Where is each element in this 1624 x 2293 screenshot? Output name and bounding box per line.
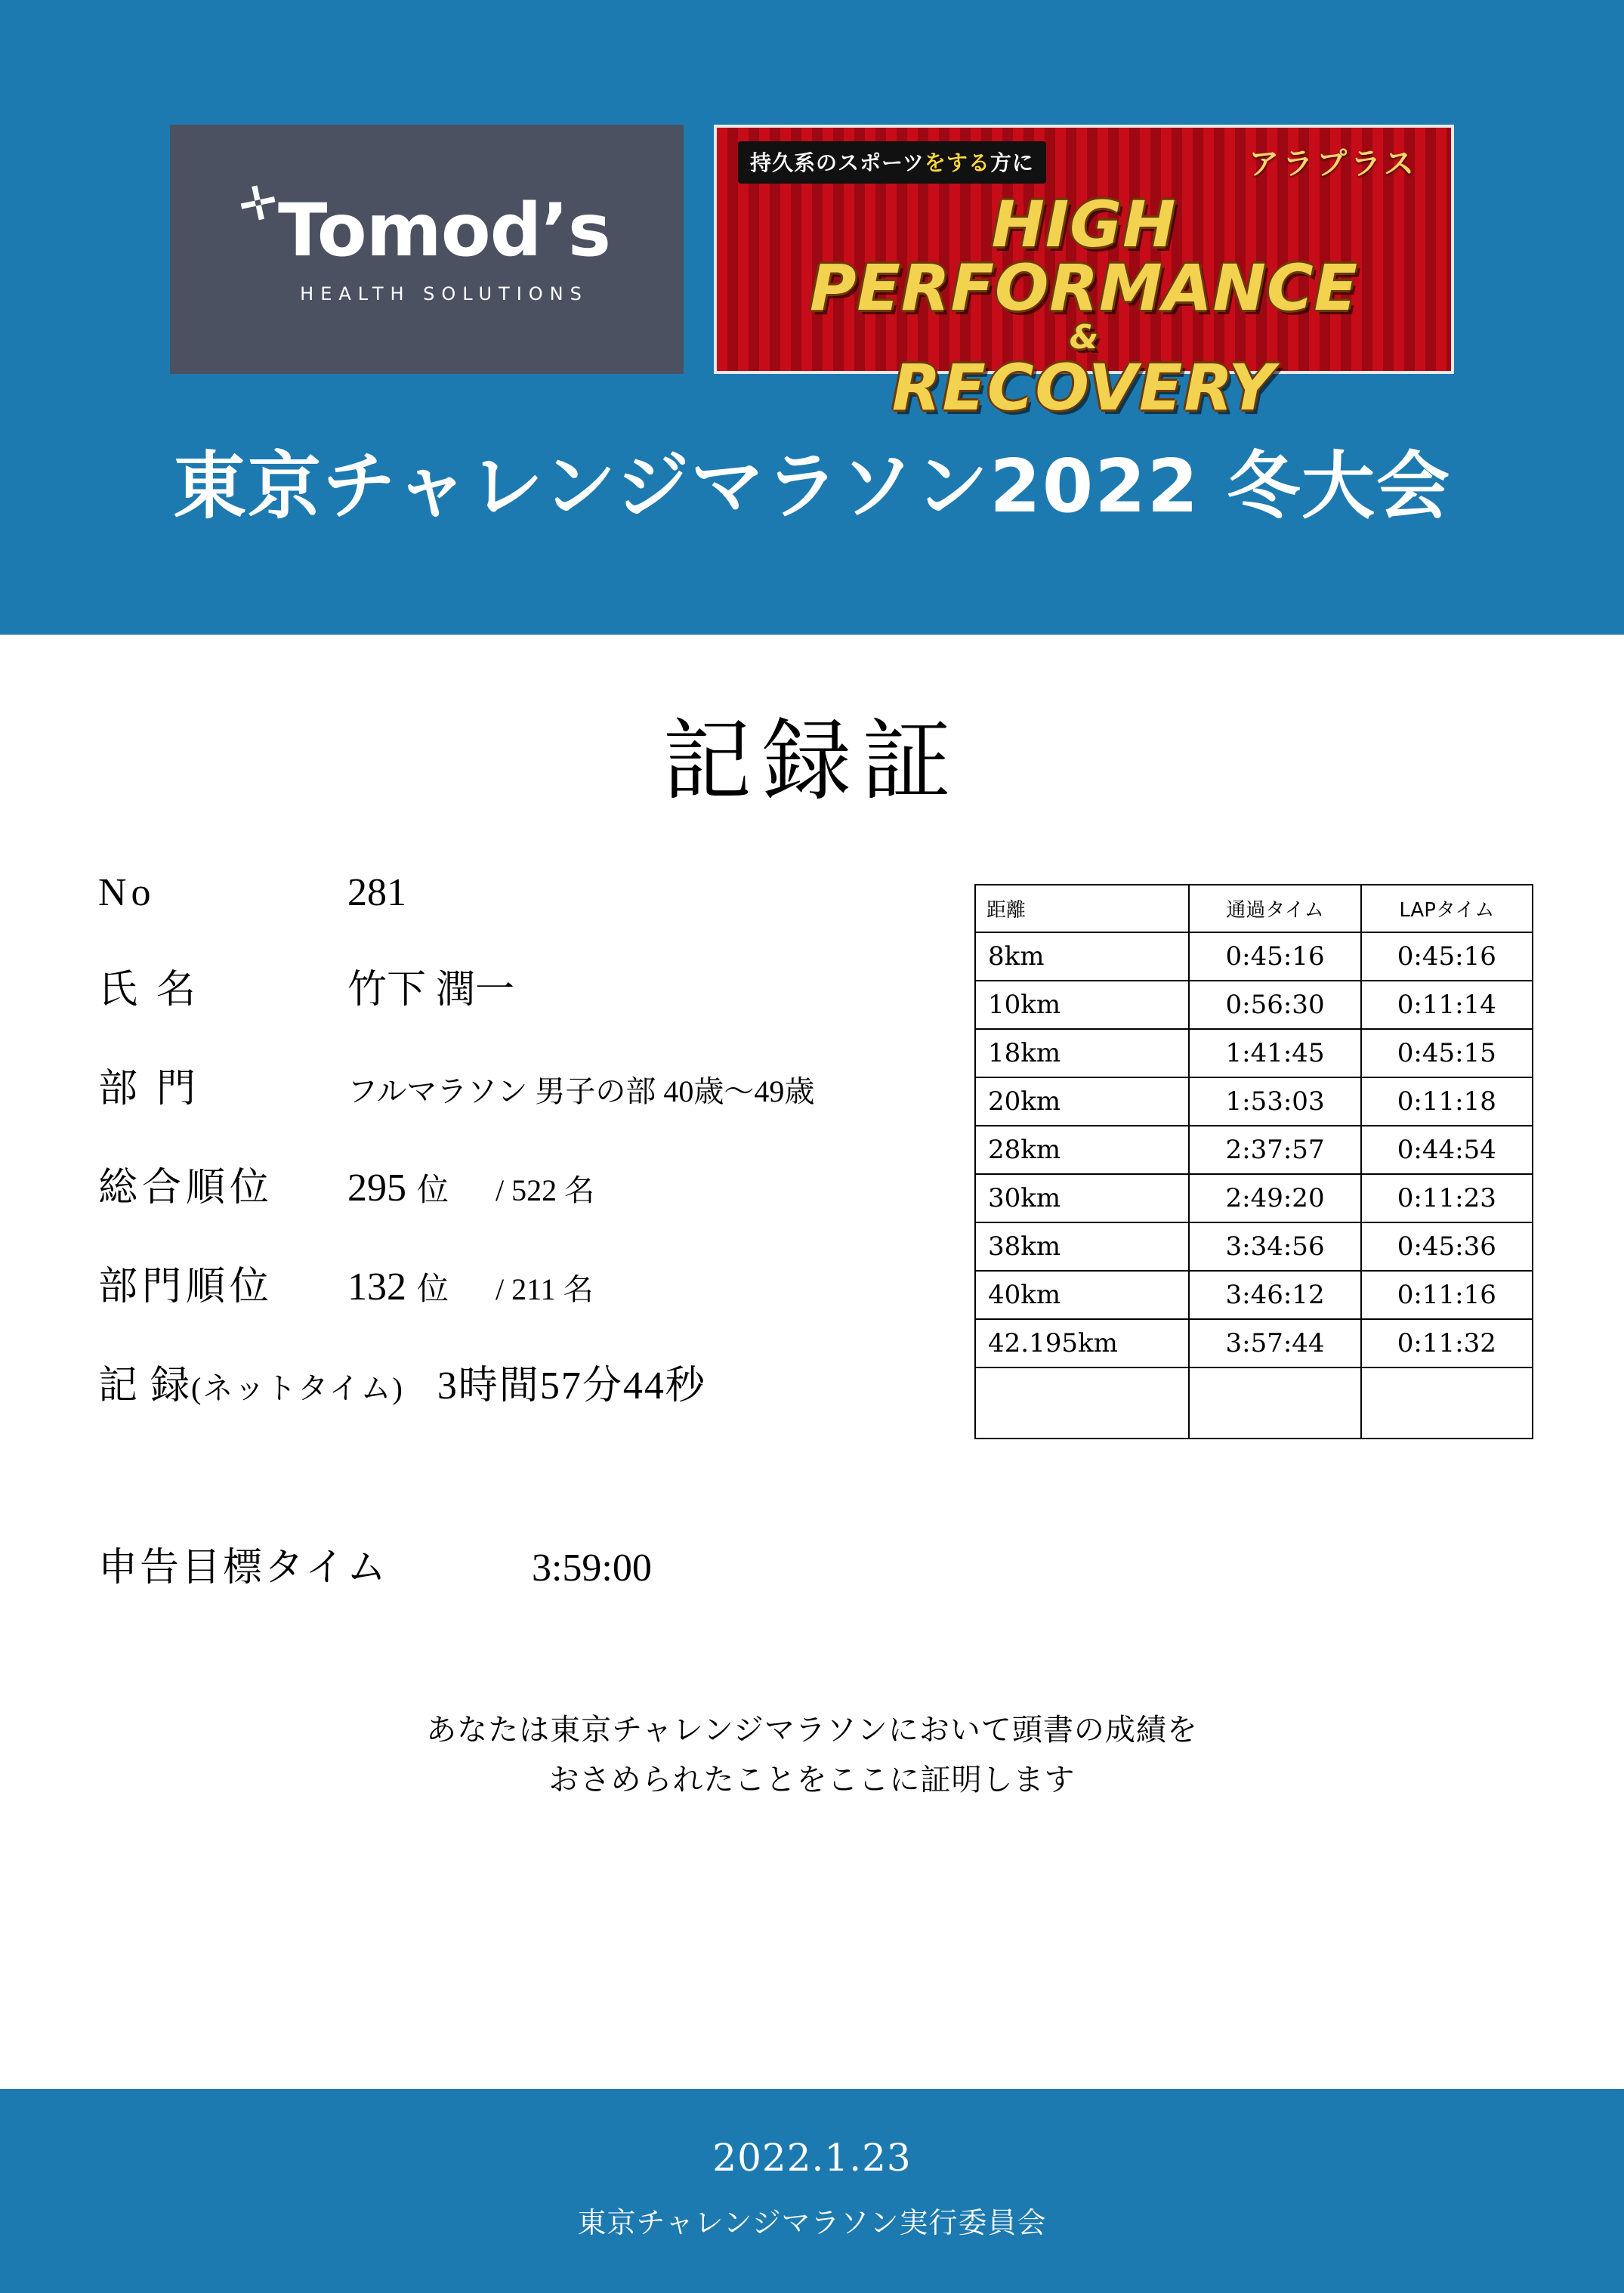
field-category (98, 1056, 952, 1113)
tomods-wordmark-text: Tomod’s (278, 188, 610, 273)
field-goal-time-value: 3:59:00 (531, 1547, 652, 1590)
split-distance: 8km (975, 932, 1189, 981)
split-elapsed: 1:53:03 (1189, 1077, 1360, 1126)
event-title: 東京チャレンジマラソン2022 冬大会 (173, 443, 1451, 529)
field-overall-rank-unit: 位 (417, 1173, 449, 1208)
split-distance: 18km (975, 1029, 1189, 1077)
footer-date: 2022.1.23 (712, 2136, 912, 2180)
participant-fields (98, 870, 952, 1452)
table-row (975, 932, 1533, 981)
field-record-value: 3時間57分44秒 (437, 1364, 706, 1408)
split-lap: 0:11:23 (1361, 1174, 1533, 1222)
field-overall-rank-label: 総合順位 (98, 1167, 274, 1210)
table-row (975, 1271, 1533, 1319)
field-name-label: 氏 名 (98, 969, 201, 1012)
split-lap: 0:45:15 (1361, 1029, 1533, 1077)
field-division-rank-unit: 位 (417, 1272, 449, 1307)
field-number-value: 281 (347, 871, 406, 914)
table-row (975, 981, 1533, 1029)
split-elapsed: 3:46:12 (1189, 1271, 1360, 1319)
tomods-wordmark (233, 172, 610, 273)
field-division-total: / 211 名 (496, 1272, 594, 1306)
tagline-accent: をする (924, 150, 990, 175)
field-division-rank-label: 部門順位 (98, 1265, 274, 1309)
page-title: 記録証 (662, 709, 962, 813)
alaplus-banner (714, 125, 1454, 425)
header-band (0, 0, 1624, 635)
tagline-suffix: 方に (990, 150, 1034, 175)
split-lap: 0:45:36 (1361, 1222, 1533, 1271)
split-lap: 0:45:16 (1361, 932, 1533, 981)
banner-ampersand: & (1069, 318, 1099, 357)
split-elapsed: 2:49:20 (1189, 1174, 1360, 1222)
tomods-logo (170, 125, 684, 374)
split-elapsed: 1:41:45 (1189, 1029, 1360, 1077)
alaplus-tagline (738, 141, 1046, 184)
tagline-prefix: 持久系のスポーツ (750, 150, 925, 175)
split-elapsed: 2:37:57 (1189, 1126, 1360, 1174)
field-division-rank (98, 1254, 952, 1311)
split-lap (1361, 1367, 1533, 1439)
field-category-value: フルマラソン 男子の部 40歳〜49歳 (347, 1074, 815, 1108)
field-overall-total: / 522 名 (496, 1173, 595, 1207)
field-division-rank-value: 132 (347, 1265, 406, 1309)
split-lap: 0:11:14 (1361, 981, 1533, 1029)
field-number-label: No (98, 871, 156, 914)
banner-line-2: RECOVERY (891, 351, 1277, 425)
field-name (98, 957, 952, 1014)
certificate-statement (0, 1705, 1624, 1805)
table-row-empty (975, 1367, 1533, 1439)
split-elapsed: 0:56:30 (1189, 981, 1360, 1029)
split-distance: 10km (975, 981, 1189, 1029)
split-lap: 0:44:54 (1361, 1126, 1533, 1174)
field-overall-rank (98, 1155, 952, 1212)
splits-table (974, 884, 1533, 1439)
splits-header-elapsed: 通過タイム (1189, 885, 1360, 932)
field-goal-time (98, 1535, 1624, 1592)
splits-header-row (975, 885, 1533, 932)
split-elapsed: 3:34:56 (1189, 1222, 1360, 1271)
footer-band (0, 2089, 1624, 2293)
split-lap: 0:11:16 (1361, 1271, 1533, 1319)
table-row (975, 1126, 1533, 1174)
split-distance: 42.195km (975, 1319, 1189, 1367)
table-row (975, 1174, 1533, 1222)
split-elapsed: 3:57:44 (1189, 1319, 1360, 1367)
table-row (975, 1222, 1533, 1271)
split-lap: 0:11:18 (1361, 1077, 1533, 1126)
field-record (98, 1353, 952, 1410)
split-elapsed (1189, 1367, 1360, 1439)
split-distance: 30km (975, 1174, 1189, 1222)
alaplus-brand: アラプラス (1249, 147, 1418, 181)
split-distance (975, 1367, 1189, 1439)
field-overall-rank-value: 295 (347, 1167, 406, 1210)
field-record-label-sub: (ネットタイム) (191, 1371, 404, 1405)
split-lap: 0:11:32 (1361, 1319, 1533, 1367)
cross-icon: ✛ (233, 172, 283, 235)
splits-header-lap: LAPタイム (1361, 885, 1533, 932)
split-elapsed: 0:45:16 (1189, 932, 1360, 981)
certificate-body (0, 870, 1624, 1452)
table-row (975, 1077, 1533, 1126)
field-category-label: 部 門 (98, 1068, 201, 1111)
split-distance: 38km (975, 1222, 1189, 1271)
field-number (98, 870, 952, 915)
field-record-label: 記 録 (98, 1364, 192, 1408)
tomods-subtitle: HEALTH SOLUTIONS (300, 283, 588, 304)
statement-line-2: おさめられたことをここに証明します (548, 1763, 1076, 1797)
footer-organizer: 東京チャレンジマラソン実行委員会 (577, 2208, 1047, 2239)
banner-line-1: HIGH PERFORMANCE (809, 187, 1359, 325)
split-distance: 20km (975, 1077, 1189, 1126)
table-row (975, 1319, 1533, 1367)
alaplus-banner-text (717, 187, 1451, 425)
sponsor-logo-row (0, 0, 1624, 425)
field-name-value: 竹下 潤一 (347, 969, 515, 1012)
statement-line-1: あなたは東京チャレンジマラソンにおいて頭書の成績を (426, 1713, 1198, 1747)
splits-table-body (975, 932, 1533, 1439)
table-row (975, 1029, 1533, 1077)
split-distance: 40km (975, 1271, 1189, 1319)
field-record-inline (98, 1353, 706, 1410)
splits-header-distance: 距離 (975, 885, 1189, 932)
splits-table-head (975, 885, 1533, 932)
field-goal-time-label: 申告目標タイム (98, 1547, 388, 1590)
split-distance: 28km (975, 1126, 1189, 1174)
